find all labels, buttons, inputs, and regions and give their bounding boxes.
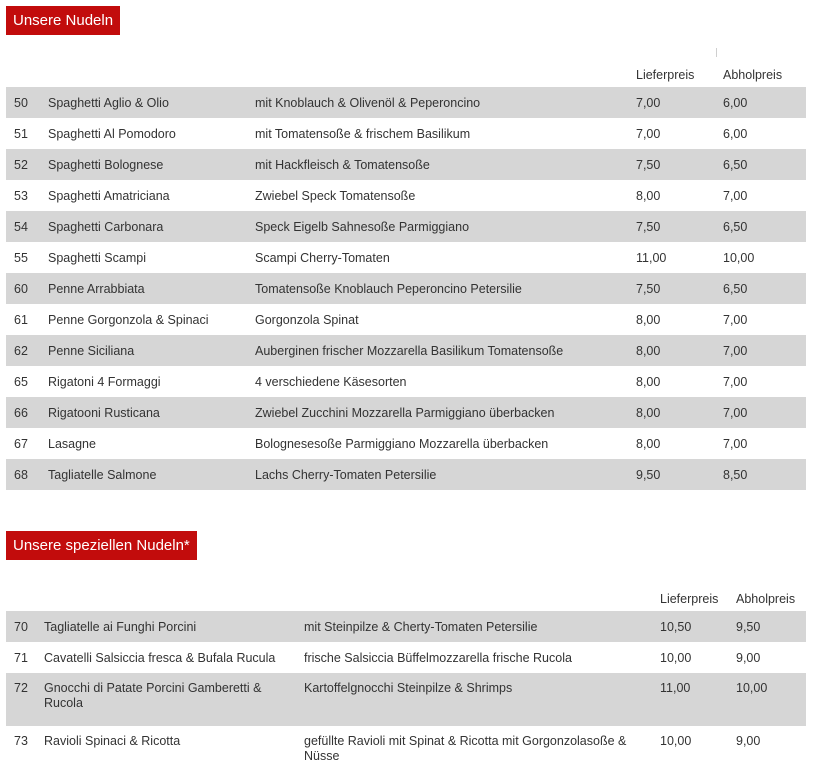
item-name: Spaghetti Bolognese [40,149,247,180]
item-delivery-price: 7,00 [636,126,661,141]
table-row [6,428,806,459]
item-description: mit Tomatensoße & frischem Basilikum [255,126,471,141]
item-number: 73 [14,734,28,748]
table-row [6,642,806,673]
item-delivery-price: 8,00 [628,335,715,366]
special-pasta-table [6,576,806,779]
item-name: Spaghetti Scampi [48,250,146,265]
item-delivery-price: 7,00 [628,87,715,118]
item-number: 72 [6,673,36,726]
table-row [6,242,806,273]
item-pickup-price: 7,00 [715,397,806,428]
item-name: Ravioli Spinaci & Ricotta [44,734,181,748]
table-row [6,118,806,149]
item-delivery-price: 8,00 [636,188,661,203]
item-name: Gnocchi di Patate Porcini Gamberetti & Rucola [36,673,296,726]
item-description: Kartoffelgnocchi Steinpilze & Shrimps [296,673,652,726]
item-number: 71 [14,650,28,665]
item-number: 62 [6,335,40,366]
table-row [6,180,806,211]
table-header [6,52,806,87]
item-number: 51 [14,126,28,141]
item-name: Spaghetti Amatriciana [48,188,170,203]
item-number: 60 [6,273,40,304]
item-name: Rigatooni Rusticana [40,397,247,428]
item-number: 54 [6,211,40,242]
item-pickup-price: 7,00 [723,188,748,203]
item-description: Gorgonzola Spinat [255,312,359,327]
item-description: Auberginen frischer Mozzarella Basilikum Tomatensoße [247,335,628,366]
section-title-nudeln: Unsere Nudeln [6,6,120,35]
header-pickup-price: Abholpreis [723,68,783,82]
item-number: 55 [14,250,28,265]
table-row [6,211,806,242]
item-description: 4 verschiedene Käsesorten [255,374,407,389]
item-description: frische Salsiccia Büffelmozzarella frische Rucola [304,650,572,665]
item-description: gefüllte Ravioli mit Spinat & Ricotta mit Gorgonzolasoße & Nüsse [304,734,627,763]
item-pickup-price: 7,00 [723,436,748,451]
table-row [6,273,806,304]
item-delivery-price: 8,00 [636,436,661,451]
item-pickup-price: 6,50 [715,273,806,304]
item-name: Penne Arrabbiata [40,273,247,304]
header-pickup-price: Abholpreis [736,592,796,606]
item-number: 65 [14,374,28,389]
item-name: Penne Gorgonzola & Spinaci [48,312,209,327]
item-pickup-price: 7,00 [715,335,806,366]
item-pickup-price: 10,00 [723,250,755,265]
item-delivery-price: 7,50 [628,211,715,242]
item-pickup-price: 6,00 [715,87,806,118]
item-delivery-price: 10,00 [660,734,692,748]
item-description: Bolognesesoße Parmiggiano Mozzarella überbacken [255,436,549,451]
table-row [6,726,806,779]
item-pickup-price: 7,00 [723,374,748,389]
item-description: Tomatensoße Knoblauch Peperoncino Petersilie [247,273,628,304]
item-pickup-price: 8,50 [715,459,806,490]
item-number: 61 [14,312,28,327]
item-description: Speck Eigelb Sahnesoße Parmiggiano [247,211,628,242]
table-row [6,366,806,397]
item-delivery-price: 8,00 [636,312,661,327]
header-delivery-price: Lieferpreis [636,68,695,82]
item-description: Lachs Cherry-Tomaten Petersilie [247,459,628,490]
item-pickup-price: 9,50 [728,611,806,642]
table-row [6,335,806,366]
table-row [6,673,806,726]
item-name: Tagliatelle Salmone [40,459,247,490]
table-row [6,459,806,490]
item-delivery-price: 7,50 [628,149,715,180]
item-delivery-price: 7,50 [628,273,715,304]
item-number: 70 [6,611,36,642]
item-delivery-price: 10,50 [652,611,728,642]
item-delivery-price: 11,00 [636,250,667,265]
item-pickup-price: 6,00 [723,126,748,141]
item-name: Spaghetti Aglio & Olio [40,87,247,118]
item-number: 53 [14,188,28,203]
item-name: Spaghetti Carbonara [40,211,247,242]
item-description: mit Knoblauch & Olivenöl & Peperoncino [247,87,628,118]
item-number: 66 [6,397,40,428]
item-description: mit Steinpilze & Cherty-Tomaten Petersilie [296,611,652,642]
item-pickup-price: 9,00 [736,734,761,748]
item-name: Cavatelli Salsiccia fresca & Bufala Rucula [44,650,276,665]
item-pickup-price: 10,00 [728,673,806,726]
item-name: Penne Siciliana [40,335,247,366]
item-number: 50 [6,87,40,118]
pasta-table [6,52,806,490]
item-delivery-price: 8,00 [636,374,661,389]
item-number: 52 [6,149,40,180]
item-pickup-price: 6,50 [715,211,806,242]
header-delivery-price: Lieferpreis [660,592,719,606]
item-name: Rigatoni 4 Formaggi [48,374,161,389]
table-row [6,304,806,335]
table-row [6,87,806,118]
item-description: Scampi Cherry-Tomaten [255,250,390,265]
item-name: Tagliatelle ai Funghi Porcini [36,611,296,642]
table-row [6,149,806,180]
item-delivery-price: 11,00 [652,673,728,726]
item-delivery-price: 10,00 [660,650,692,665]
item-pickup-price: 6,50 [715,149,806,180]
item-description: Zwiebel Speck Tomatensoße [255,188,416,203]
item-number: 68 [6,459,40,490]
item-pickup-price: 7,00 [723,312,748,327]
table-row [6,397,806,428]
item-name: Lasagne [48,436,96,451]
item-pickup-price: 9,00 [736,650,761,665]
item-delivery-price: 9,50 [628,459,715,490]
section-title-spezielle-nudeln: Unsere speziellen Nudeln* [6,531,197,560]
item-name: Spaghetti Al Pomodoro [48,126,176,141]
table-row [6,611,806,642]
item-description: Zwiebel Zucchini Mozzarella Parmiggiano überbacken [247,397,628,428]
table-header [6,576,806,611]
item-number: 67 [14,436,28,451]
item-description: mit Hackfleisch & Tomatensoße [247,149,628,180]
item-delivery-price: 8,00 [628,397,715,428]
